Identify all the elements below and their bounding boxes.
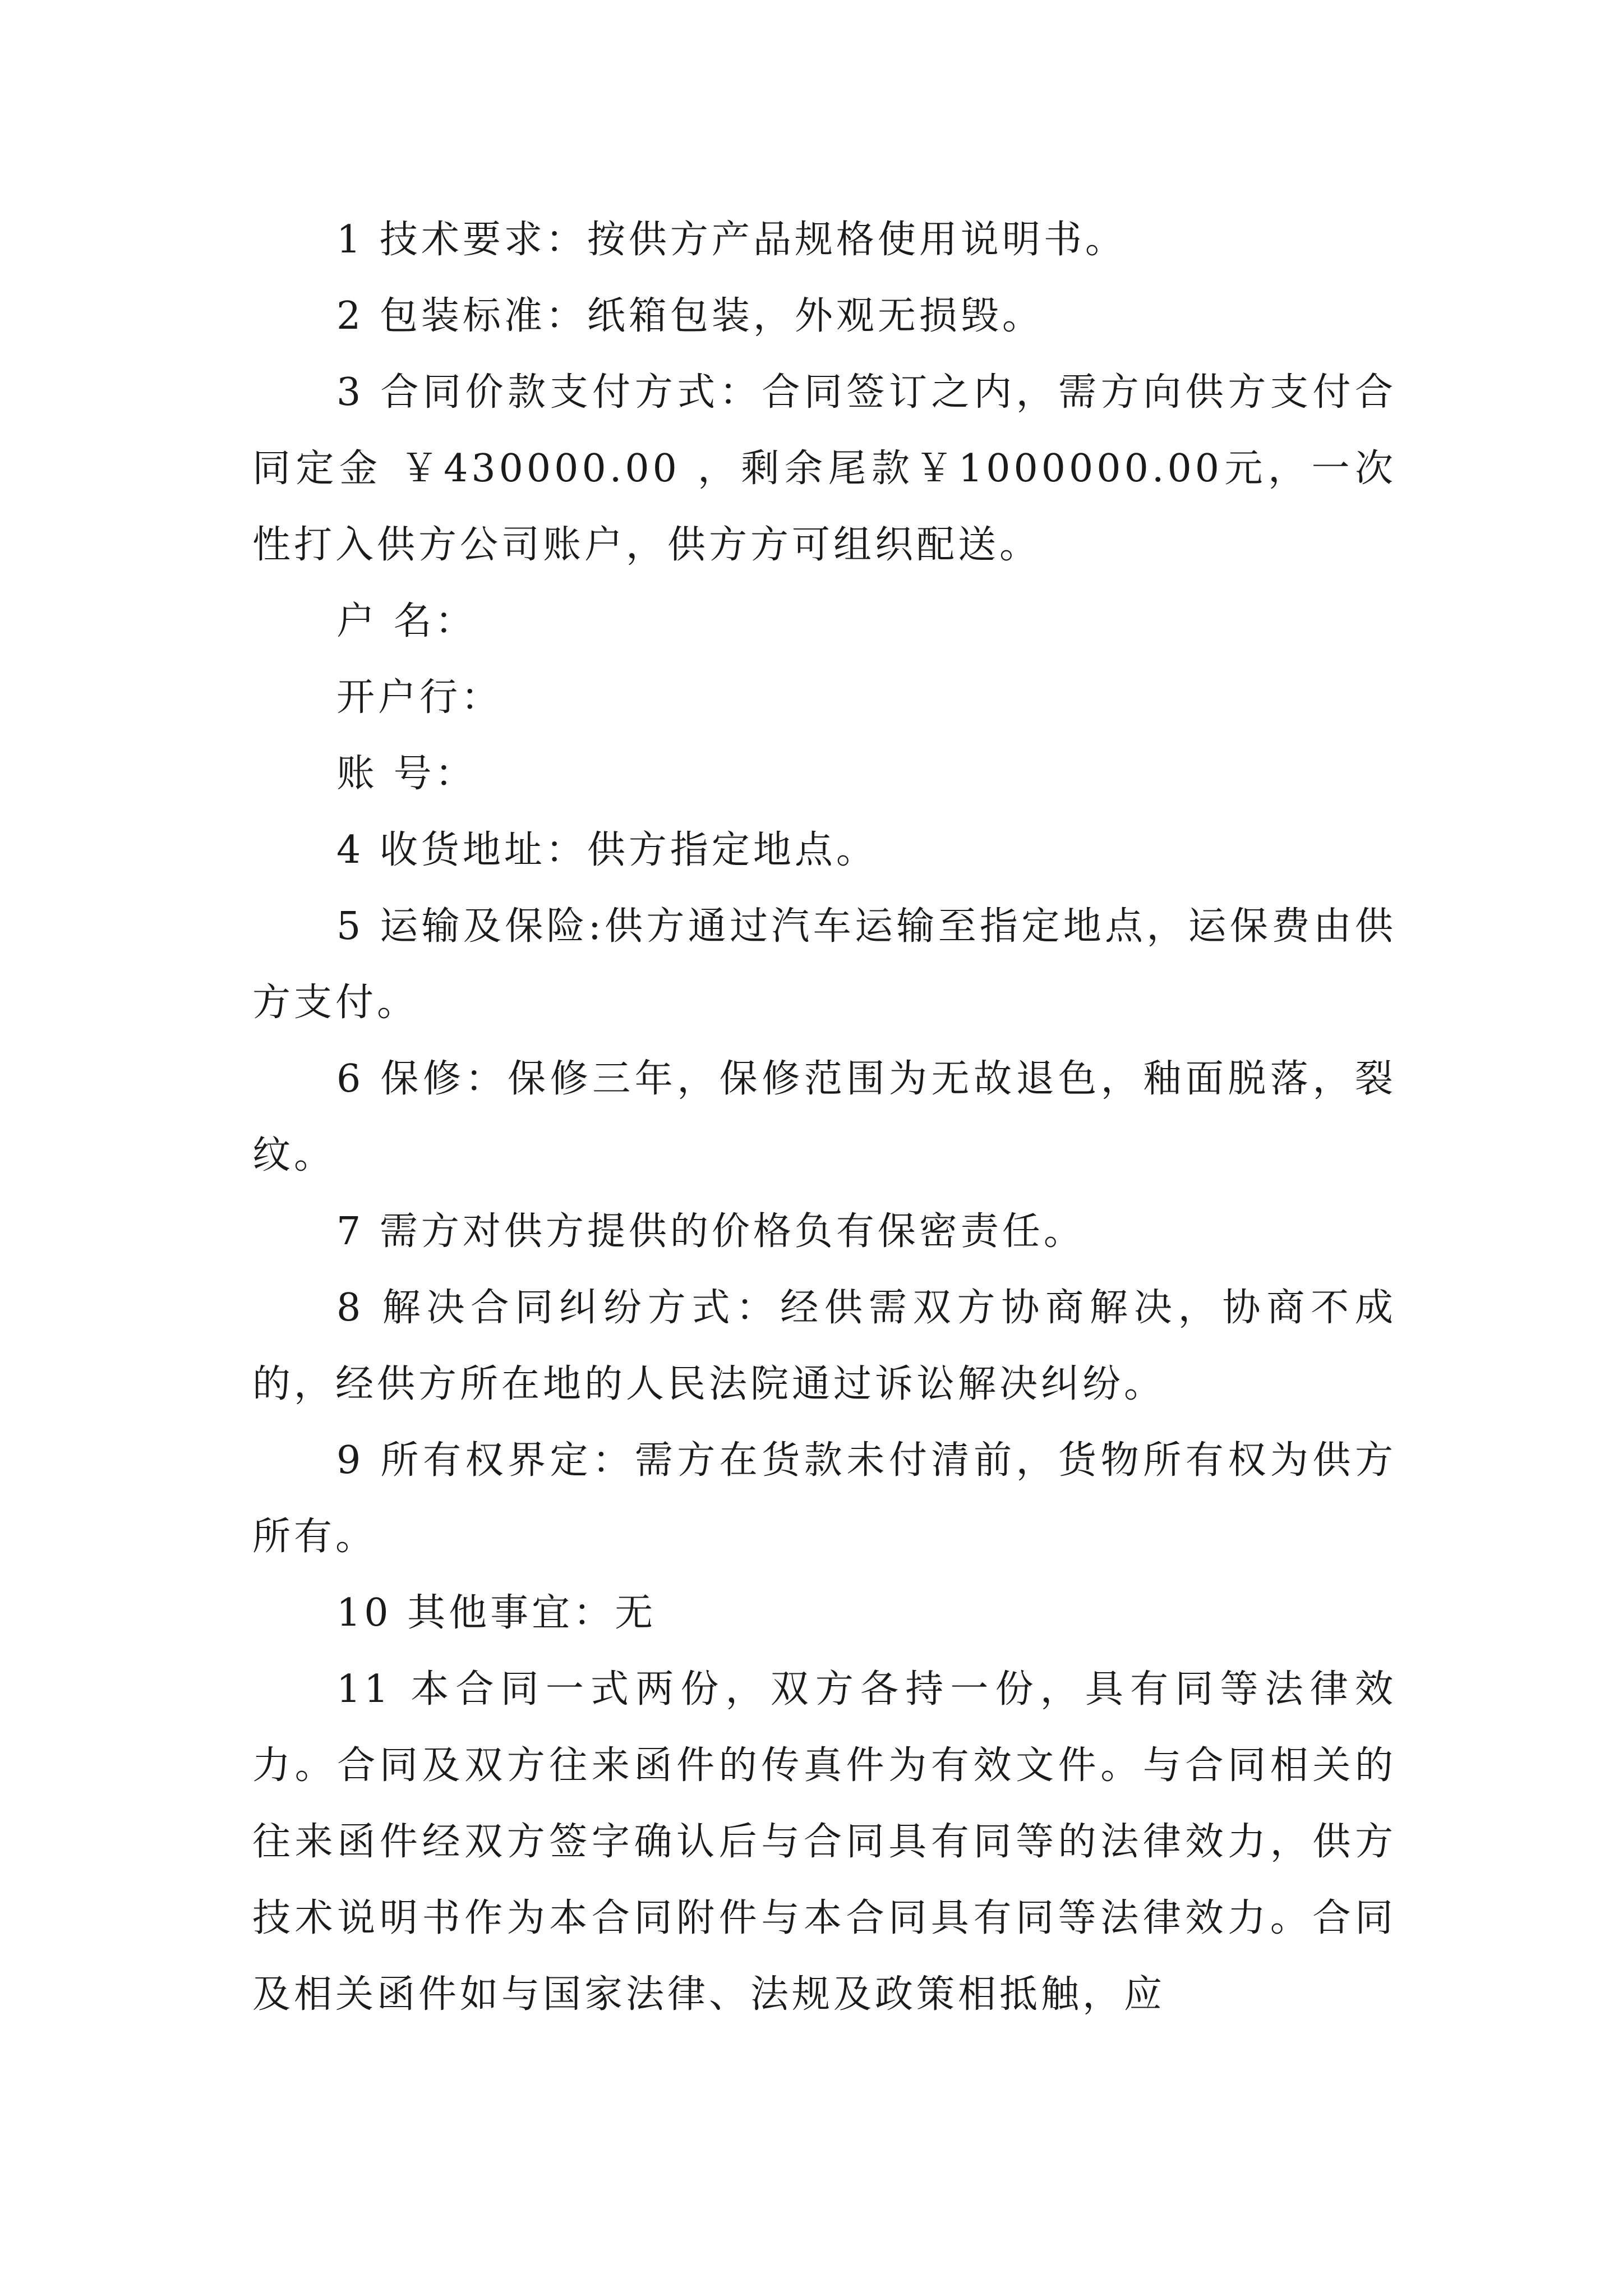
clause-transport-insurance: 5 运输及保险:供方通过汽车运输至指定地点，运保费由供方支付。 — [252, 904, 1396, 1025]
account-name-line: 户 名： — [336, 599, 477, 643]
clause-delivery-address: 4 收货地址：供方指定地点。 — [336, 828, 878, 872]
clause-other-matters: 10 其他事宜：无 — [336, 1591, 657, 1635]
bank-line: 开户行： — [336, 675, 503, 720]
account-number-line: 账 号： — [336, 752, 477, 796]
clause-packaging-standard: 2 包装标准：纸箱包装，外观无损毁。 — [336, 294, 1044, 338]
clause-technical-requirements: 1 技术要求：按供方产品规格使用说明书。 — [336, 218, 1127, 262]
clause-warranty: 6 保修：保修三年，保修范围为无故退色，釉面脱落，裂纹。 — [252, 1057, 1396, 1177]
clause-confidentiality: 7 需方对供方提供的价格负有保密责任。 — [336, 1209, 1085, 1254]
clause-payment-method: 3 合同价款支付方式：合同签订之内，需方向供方支付合同定金 ￥430000.00 ，剩余尾款￥1000000.00元，一次性打入供方公司账户，供方方可组织配送。 — [252, 370, 1396, 567]
clause-copies-validity: 11 本合同一式两份，双方各持一份，具有同等法律效力。合同及双方往来函件的传真件为有效文件。与合同相关的往来函件经双方签字确认后与合同具有同等的法律效力，供方技术说明书作为本合同附件与本合同具有同等法律效力。合同及相关函件如与国家法律、法规及政策相抵触，应 — [252, 1667, 1396, 2017]
clause-ownership: 9 所有权界定：需方在货款未付清前，货物所有权为供方所有。 — [252, 1438, 1396, 1559]
clause-dispute-resolution: 8 解决合同纠纷方式：经供需双方协商解决，协商不成的，经供方所在地的人民法院通过诉讼解决纠纷。 — [252, 1286, 1396, 1406]
contract-body — [252, 202, 1396, 2033]
